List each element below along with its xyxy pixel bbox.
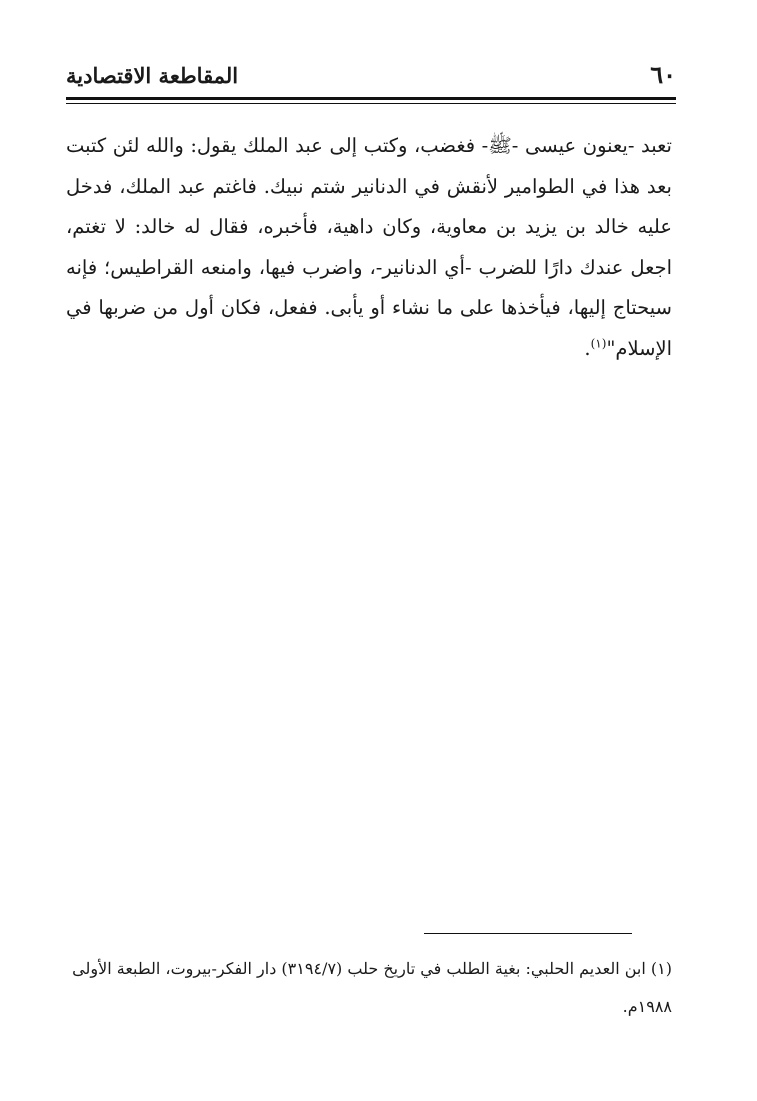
- footnotes: [66, 950, 672, 1026]
- running-title: المقاطعة الاقتصادية: [66, 63, 239, 88]
- footnote-reference: (١): [590, 336, 607, 350]
- body-paragraph-text: تعبد -يعنون عيسى -ﷺ- فغضب، وكتب إلى عبد الملك يقول: والله لئن كتبت بعد هذا في الطوامير لأنقش في الدنانير شتم نبيك. فاغتم عبد الملك، فدخل عليه خالد بن يزيد بن معاوية، وكان داهية، فأخبره، فقال له خالد: لا تغتم، اجعل عندك دارًا للضرب -أي الدنانير-، واضرب فيها، وامنعه القراطيس؛ فإنه سيحتاج إليها، فيأخذها على ما نشاء أو يأبى. ففعل، فكان أول من ضربها في الإسلام": [66, 134, 672, 360]
- body-paragraph: [66, 126, 672, 369]
- page-header: [66, 58, 676, 94]
- footnote-separator: [424, 933, 632, 934]
- body-text: [66, 126, 672, 369]
- page-number: ٦٠: [650, 60, 676, 89]
- header-rule-thin: [66, 103, 676, 104]
- footnote-line-2: ١٩٨٨م.: [622, 997, 672, 1016]
- footnote-line-1: (١) ابن العديم الحلبي: بغية الطلب في تاريخ حلب (٣١٩٤/٧) دار الفكر-بيروت، الطبعة الأولى: [72, 959, 672, 978]
- header-rule-thick: [66, 97, 676, 100]
- paragraph-end-punctuation: .: [584, 336, 591, 360]
